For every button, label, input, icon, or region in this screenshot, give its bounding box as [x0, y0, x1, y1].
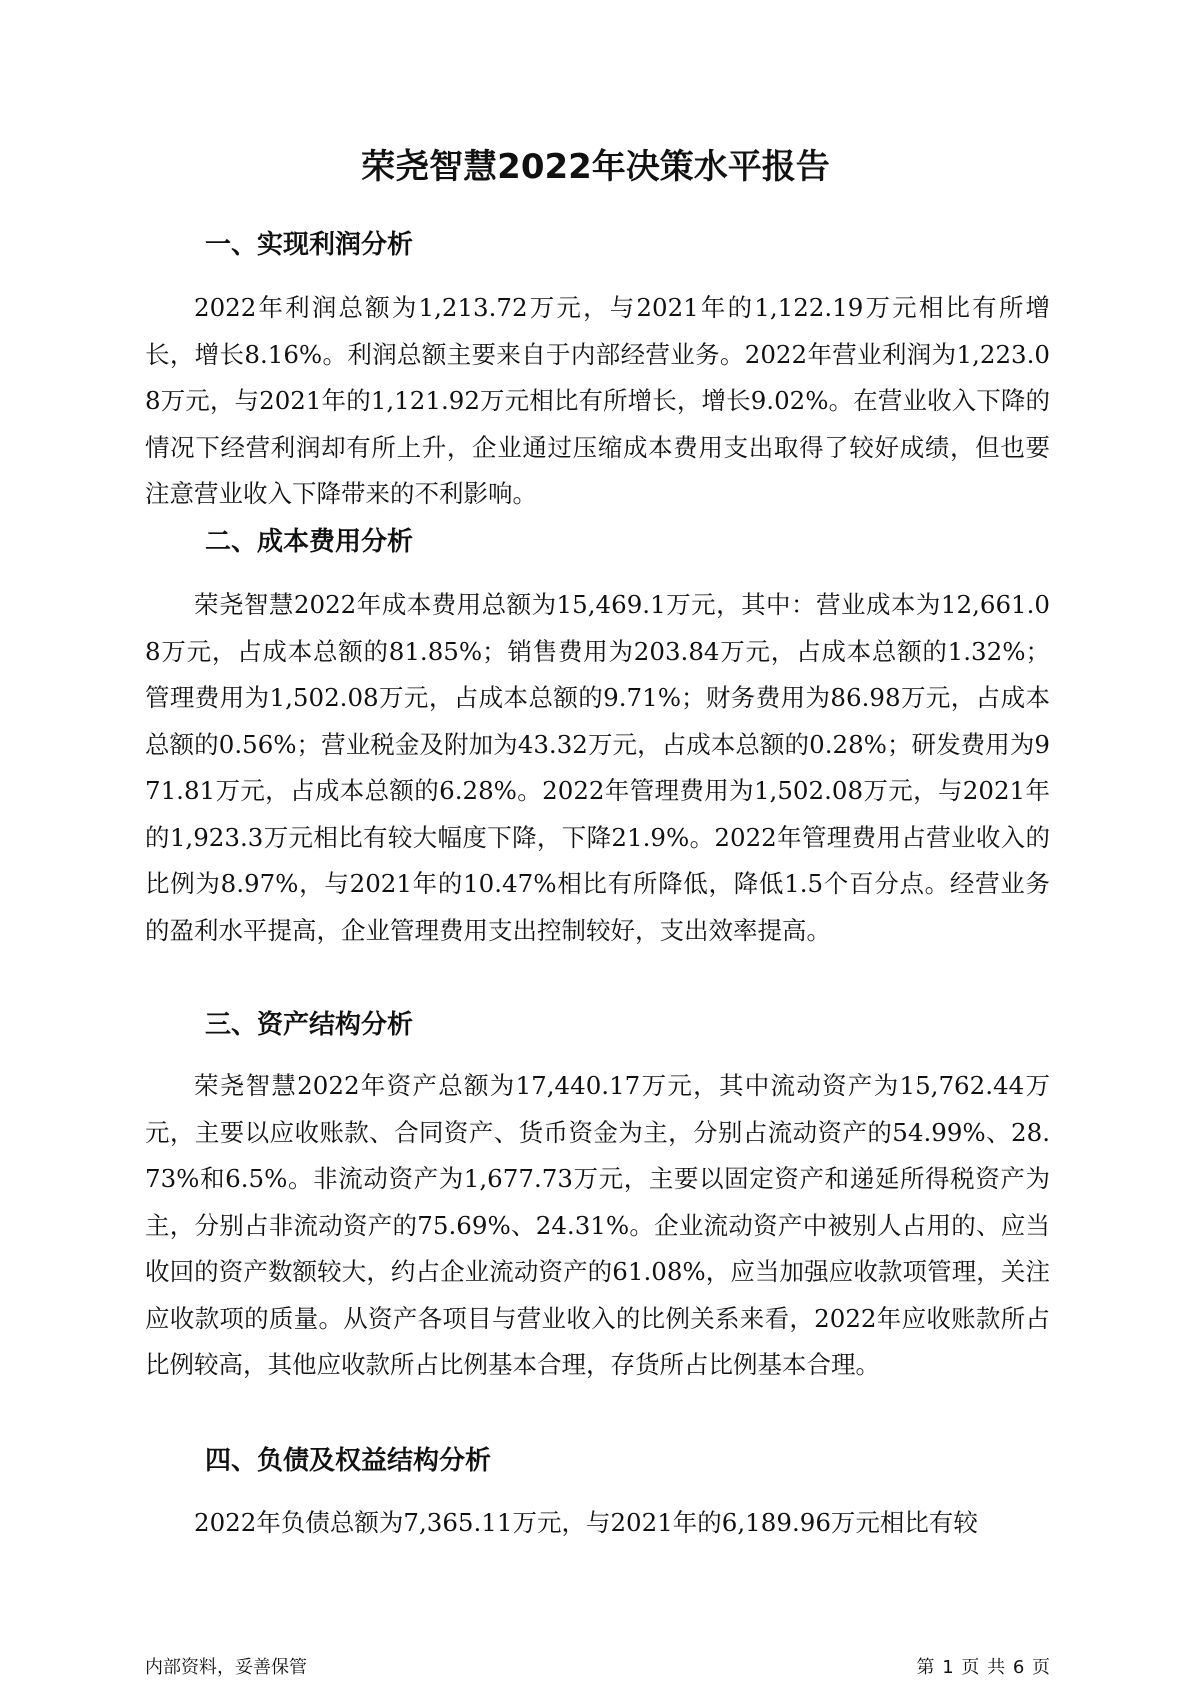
section-heading-assets: 三、资产结构分析 — [205, 1010, 414, 1040]
section-paragraph-cost: 荣尧智慧2022年成本费用总额为15,469.1万元，其中：营业成本为12,661.08万元，占成本总额的81.85%；销售费用为203.84万元，占成本总额的1.32%；管理费用为1,502.08万元，占成本总额的9.71%；财务费用为86.98万元，占成本总额的0.56%；营业税金及附加为43.32万元，占成本总额的0.28%；研发费用为971.81万元，占成本总额的6.28%。2022年管理费用为1,502.08万元，与2021年的1,923.3万元相比有较大幅度下降，下降21.9%。2022年管理费用占营业收入的比例为8.97%，与2021年的10.47%相比有所降低，降低1.5个百分点。经营业务的盈利水平提高，企业管理费用支出控制较好，支出效率提高。 — [145, 590, 1050, 945]
section-paragraph-profit: 2022年利润总额为1,213.72万元，与2021年的1,122.19万元相比有所增长，增长8.16%。利润总额主要来自于内部经营业务。2022年营业利润为1,223.08万元，与2021年的1,121.92万元相比有所增长，增长9.02%。在营业收入下降的情况下经营利润却有所上升，企业通过压缩成本费用支出取得了较好成绩，但也要注意营业收入下降带来的不利影响。 — [145, 293, 1050, 508]
section-paragraph-liabilities: 2022年负债总额为7,365.11万元，与2021年的6,189.96万元相比有较 — [194, 1508, 978, 1537]
footer-confidential-note: 内部资料，妥善保管 — [145, 1657, 307, 1678]
section-paragraph-assets: 荣尧智慧2022年资产总额为17,440.17万元，其中流动资产为15,762.44万元，主要以应收账款、合同资产、货币资金为主，分别占流动资产的54.99%、28.73%和6.5%。非流动资产为1,677.73万元，主要以固定资产和递延所得税资产为主，分别占非流动资产的75.69%、24.31%。企业流动资产中被别人占用的、应当收回的资产数额较大，约占企业流动资产的61.08%，应当加强应收款项管理，关注应收款项的质量。从资产各项目与营业收入的比例关系来看，2022年应收账款所占比例较高，其他应收款所占比例基本合理，存货所占比例基本合理。 — [145, 1071, 1050, 1379]
section-heading-liabilities: 四、负债及权益结构分析 — [205, 1446, 492, 1476]
footer-page-number: 第 1 页 共 6 页 — [916, 1657, 1051, 1678]
page-title: 荣尧智慧2022年决策水平报告 — [361, 147, 830, 187]
section-heading-cost: 二、成本费用分析 — [205, 527, 414, 557]
section-heading-profit: 一、实现利润分析 — [205, 230, 414, 260]
